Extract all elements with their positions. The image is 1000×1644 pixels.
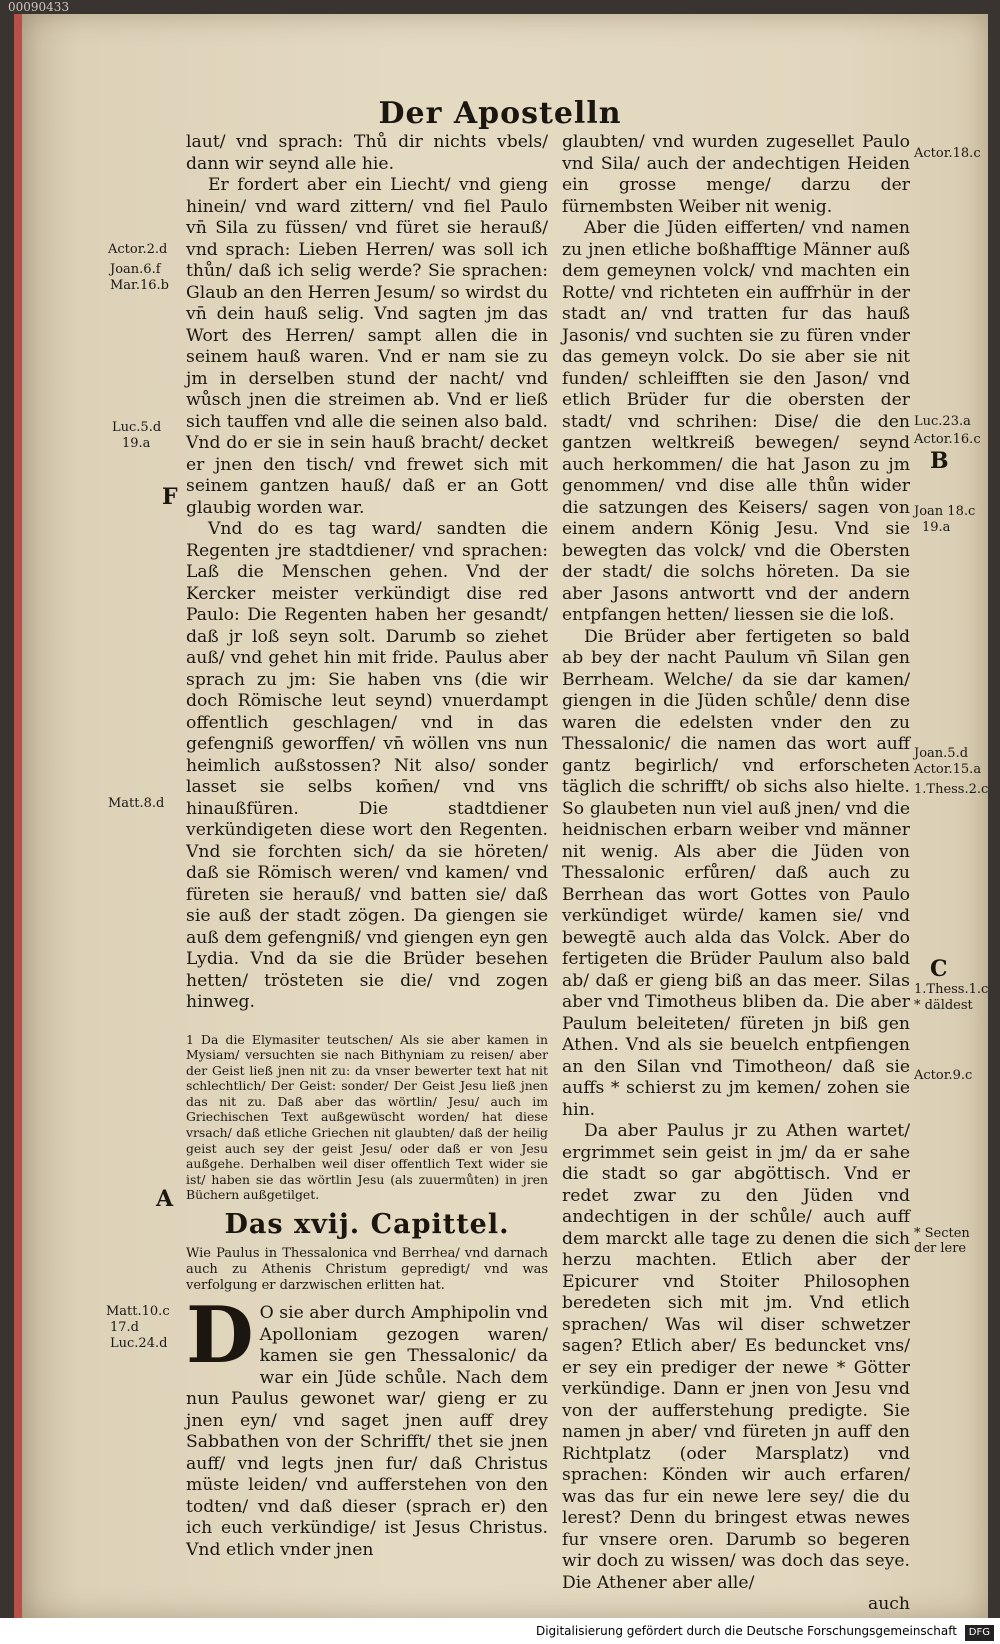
footnote: 1 Da die Elymasiter teutschen/ Als sie aber kamen in Mysiam/ versuchten sie nach Bithyniam zu reisen/ aber der Geist ließ jnen nit zu: da vnser bewerter text hat nit schlechtlich/ Der Geist: sonder/ Der Geist Jesu ließ jnen das nit zu. Daß aber das wörtlin/ Jesu/ auch im Griechischen Text außgewüscht worden/ hat diese vrsach/ daß etliche Griechen nit glaubten/ daß der heilig geist auch sey der geist Jesu/ oder daß er von Jesu außgehe. Derhalben weil diser offentlich Text wider sie ist/ haben sie das wörtlin Jesu (als zuuermůten) in jren Büchern außgetilget. bbox=[186, 1031, 548, 1203]
margin-note: Joan 18.c bbox=[914, 504, 976, 519]
chapter-title: Das xvij. Capittel. bbox=[224, 1209, 510, 1241]
right-paragraph-1: glaubten/ vnd wurden zugesellet Paulo vnd Sila/ auch der andechtigen Heiden ein grosse menge/ darzu der fürnembsten Weiber nit wenig. bbox=[562, 132, 910, 217]
margin-note: Actor.16.c bbox=[914, 432, 981, 447]
margin-note: Actor.15.a bbox=[914, 762, 982, 777]
right-paragraph-4: Da aber Paulus jr zu Athen wartet/ ergrimmet sein geist in jm/ da er sahe die stadt so gar abgöttisch. Vnd er redet zwar zu den Jüden vnd andechtigen in der schůle/ auch auff dem marckt alle tage zu denen die sich herzu machten. Etlich aber der Epicurer vnd Stoiter Philosophen beredeten sich mit jm. Vnd etlich sprachen/ Was wil diser schwetzer sagen? Etlich aber/ Es beduncket vns/ er sey ein prediger der newe * Götter verkündige. Dann er jnen von Jesu vnd von der aufferstehung predigte. Sie namen jn aber/ vnd füreten jn auff den Richtplatz (oder Marsplatz) vnd sprachen: Könden wir auch erfaren/ was das fur ein newe lere sey/ die du lerest? Denn du bringest etwas newes fur vnsere oren. Darumb so begeren wir doch zu wissen/ was doch das seye. Die Athener aber alle/ bbox=[562, 1121, 910, 1593]
right-paragraph-3: Die Brüder aber fertigeten so bald ab bey der nacht Paulum vn̄ Silan gen Berrheam. Welche/ da sie dar kamen/ giengen in die Jüden schůle/ denn dise waren die edelsten vnder den zu Thessalonic/ die namen das wort auff gantz begirlich/ vnd erforscheten täglich die schrifft/ ob sichs also hielte. So glaubeten nun viel auß jnen/ vnd die heidnischen erbarn weiber vnd männer nit wenig. Als aber die Jüden von Thessalonic erfůren/ daß auch zu Berrhean das wort Gottes von Paulo verkündiget würde/ kamen sie/ vnd bewegtē auch alda das Volck. Aber do fertigeten die Brüder Paulum also bald ab/ daß er gieng biß an das meer. Silas aber vnd Timotheus bliben da. Die aber Paulum beleiteten/ füreten jn biß gen Athen. Vnd als sie beuelch entpfiengen an den Silan vnd Timotheon/ daß sie auffs * schierst zu jm kemen/ zohen sie hin. bbox=[562, 626, 910, 1120]
margin-note: Mar.16.b bbox=[110, 278, 169, 293]
chapter-text: O sie aber durch Amphipolin vnd Apolloniam gezogen waren/ kamen sie gen Thessalonic/ da war ein Jüde schůle. Nach dem nun Paulus gewonet war/ gieng er zu jnen eyn/ vnd saget jnen auff drey Sabbathen von der Schrifft/ thet sie jnen auff/ vnd legts jnen fur/ daß Christus müste leiden/ vnd aufferstehen von den todten/ vnd daß dieser (sprach er) den ich euch verkündige/ ist Jesus Christus. Vnd etlich vnder jnen bbox=[186, 1303, 548, 1560]
margin-note: 17.d bbox=[110, 1320, 139, 1335]
margin-note: Joan.6.f bbox=[110, 262, 161, 277]
margin-note: 1.Thess.1.c bbox=[914, 982, 989, 997]
margin-note: 19.a bbox=[122, 436, 151, 451]
margin-note: Actor.18.c bbox=[914, 146, 981, 161]
left-paragraph-1: laut/ vnd sprach: Thů dir nichts vbels/ dann wir seynd alle hie. bbox=[186, 132, 548, 174]
dropcap: D bbox=[186, 1290, 254, 1382]
margin-note: * däldest bbox=[914, 998, 973, 1013]
scan-label: 00090433 bbox=[8, 0, 70, 14]
margin-note: Joan.5.d bbox=[914, 746, 969, 761]
catchword: auch bbox=[867, 1594, 910, 1614]
margin-note: Luc.24.d bbox=[110, 1336, 168, 1351]
running-head: Der Apostelln bbox=[378, 96, 622, 131]
section-letter: C bbox=[930, 956, 948, 982]
digitization-footer bbox=[0, 1618, 1000, 1644]
dfg-logo: DFG bbox=[965, 1625, 994, 1641]
left-column bbox=[186, 132, 548, 1561]
footer-text: Digitalisierung gefördert durch die Deutsche Forschungsgemeinschaft bbox=[535, 1624, 957, 1638]
chapter-summary: Wie Paulus in Thessalonica vnd Berrhea/ vnd darnach auch zu Athenis Christum gepredigt/ vnd was verfolgung er darzwischen erlitten hat. bbox=[186, 1246, 548, 1293]
margin-note: * Secten der lere bbox=[914, 1226, 970, 1256]
section-letter: B bbox=[930, 448, 949, 474]
margin-note: 19.a bbox=[922, 520, 951, 535]
left-paragraph-2: Er fordert aber ein Liecht/ vnd gieng hinein/ vnd ward zittern/ vnd fiel Paulo vn̄ Sila zu füssen/ vnd füret sie herauß/ vnd sprach: Lieben Herren/ was soll ich thůn/ daß ich selig werde? Sie sprachen: Glaub an den Herren Jesum/ so wirdst du vn̄ dein hauß selig. Vnd sagten jm das Wort des Herren/ sampt allen die in seinem hauß waren. Vnd er nam sie zu jm in derselben stund der nacht/ vnd wůsch jnen die streimen ab. Vnd er ließ sich tauffen vnd alle die seinen also bald. Vnd do er sie in sein hauß bracht/ decket er jnen den tisch/ vnd frewet sich mit seinem gantzen hauß/ daß er an Gott glaubig worden war. bbox=[186, 175, 548, 518]
margin-note: 1.Thess.2.c bbox=[914, 782, 989, 797]
margin-note: Luc.23.a bbox=[914, 414, 971, 429]
section-letter: F bbox=[162, 484, 178, 510]
margin-note: Matt.8.d bbox=[108, 796, 165, 811]
margin-note: Actor.9.c bbox=[914, 1068, 973, 1083]
right-column bbox=[562, 132, 910, 1616]
margin-note: Luc.5.d bbox=[112, 420, 162, 435]
margin-note: Actor.2.d bbox=[108, 242, 168, 257]
margin-note: Matt.10.c bbox=[106, 1304, 170, 1319]
left-paragraph-3: Vnd do es tag ward/ sandten die Regenten jre stadtdiener/ vnd sprachen: Laß die Menschen gehen. Vnd der Kercker meister verkündigt dise red Paulo: Die Regenten haben her gesandt/ daß jr loß seyn solt. Darumb so ziehet auß/ vnd gehet hin mit fride. Paulus aber sprach zu jm: Sie haben vns (die wir doch Römische leut seynd) vnuerdampt offentlich geschlagen/ vnd in das gefengniß geworffen/ vn̄ wöllen vns nun heimlich außstossen? Nit also/ sonder lasset sie selbs kom̄en/ vnd vns hinaußfüren. Die stadtdiener verkündigeten diese wort den Regenten. Vnd sie forchten sich/ da sie höreten/ daß sie Römisch weren/ vnd kamen/ vnd füreten sie herauß/ vnd batten sie/ daß sie auß der stadt zögen. Da giengen sie auß dem gefengniß/ vnd giengen eyn gen Lydia. Vnd da sie die Brüder besehen hetten/ trösteten sie die/ vnd zogen hinweg. bbox=[186, 519, 548, 1012]
right-paragraph-2: Aber die Jüden eifferten/ vnd namen zu jnen etliche boßhafftige Männer auß dem gemeynen volck/ vnd machten ein Rotte/ vnd richteten ein auffrhür in der stadt an/ vnd tratten fur das hauß Jasonis/ vnd suchten sie zu füren vnder das gemeyn volck. Do sie aber sie nit funden/ schleifften sie den Jason/ vnd etlich Brüder fur die obersten der stadt/ vnd schrihen: Dise/ die den gantzen weltkreiß bewegen/ seynd auch herkommen/ die hat Jason zu jm genommen/ vnd dise alle thůn wider die satzungen des Keisers/ sagen von einem andern König Jesu. Vnd sie bewegten das volck/ vnd die Obersten der stadt/ die solchs höreten. Da sie aber Jasons antwortt vnd der andern entpfangen hetten/ liessen sie die loß. bbox=[562, 218, 910, 625]
section-letter: A bbox=[156, 1186, 174, 1212]
